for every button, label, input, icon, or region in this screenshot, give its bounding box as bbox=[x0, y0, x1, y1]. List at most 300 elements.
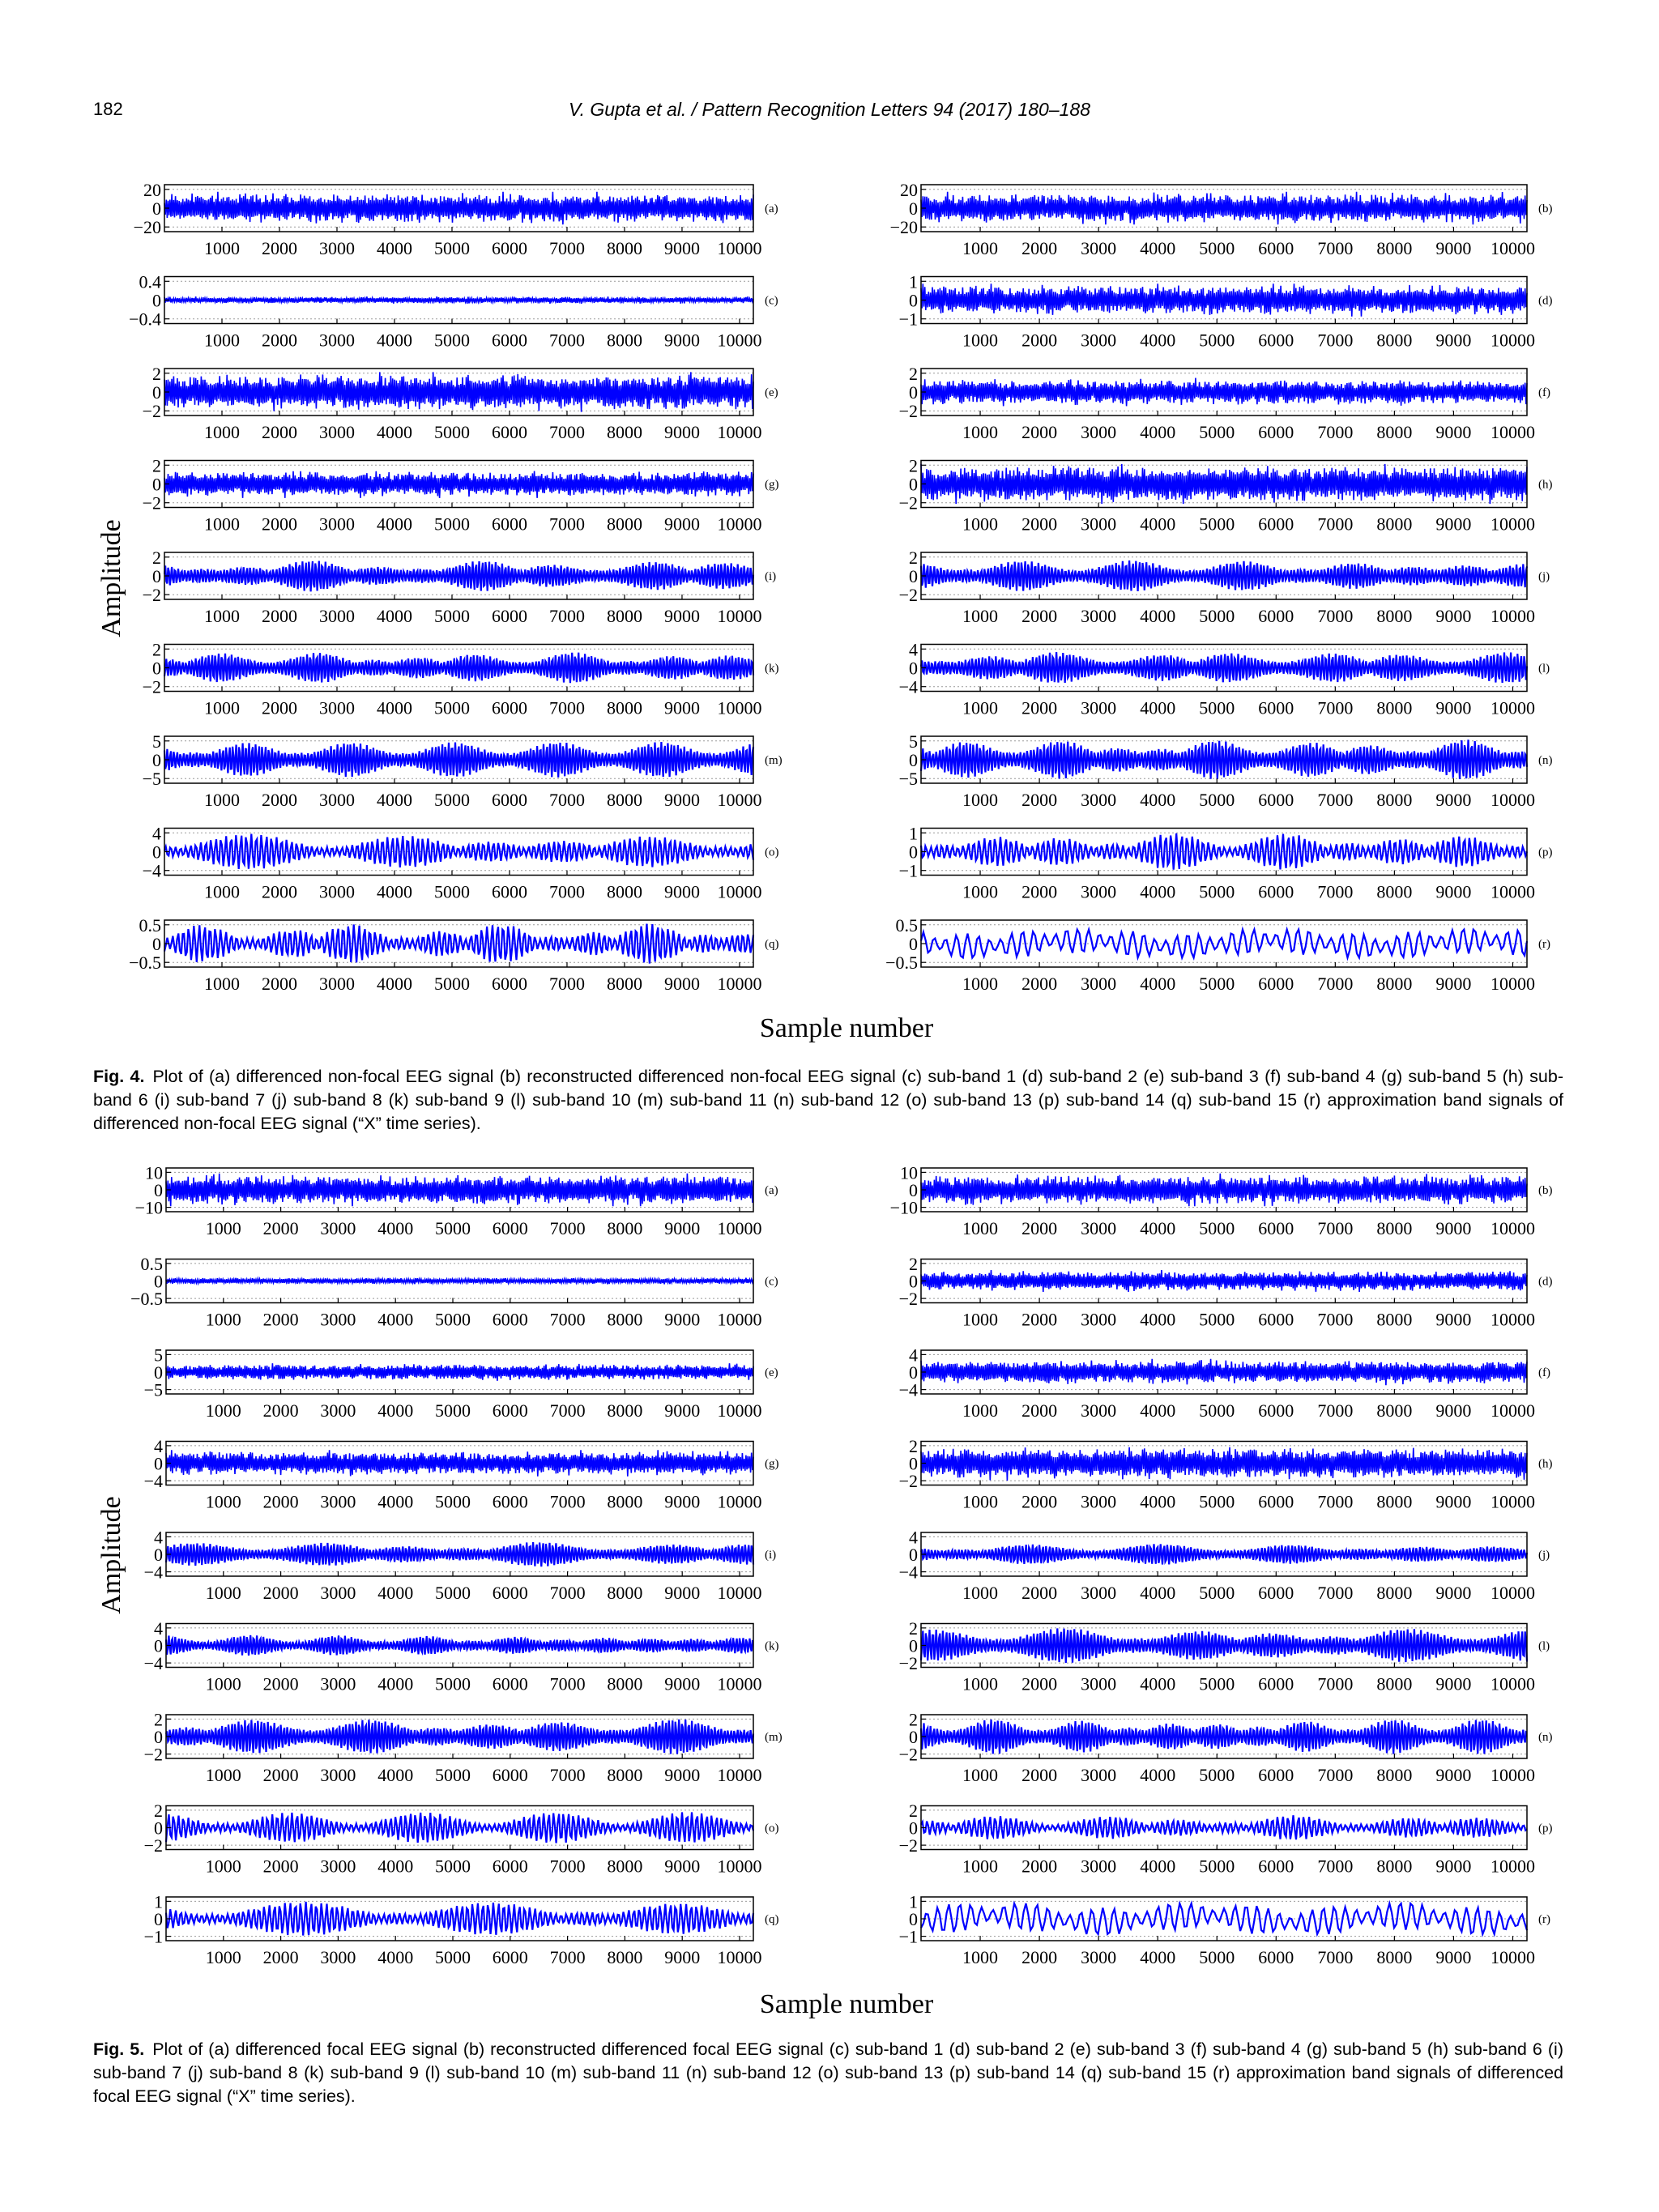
y-tick-label: −4 bbox=[143, 1562, 163, 1583]
x-tick-label: 3000 bbox=[1081, 1218, 1117, 1238]
panel-b bbox=[890, 180, 1553, 258]
x-tick-label: 2000 bbox=[261, 422, 297, 442]
y-tick-label: −4 bbox=[898, 676, 918, 697]
y-tick-label: 5 bbox=[154, 1345, 163, 1366]
panel-label: (o) bbox=[765, 1822, 779, 1835]
x-tick-label: 8000 bbox=[607, 1400, 643, 1421]
figure-4-caption bbox=[93, 1065, 1563, 1136]
y-tick-label: 0 bbox=[909, 842, 918, 863]
x-tick-label: 2000 bbox=[1021, 514, 1058, 535]
panel-label: (l) bbox=[1538, 1639, 1550, 1653]
x-tick-label: 3000 bbox=[1081, 790, 1117, 810]
x-tick-label: 1000 bbox=[203, 697, 240, 718]
x-tick-label: 5000 bbox=[1199, 422, 1235, 442]
y-tick-label: 0 bbox=[154, 1453, 163, 1474]
x-tick-label: 2000 bbox=[262, 1583, 299, 1603]
x-tick-label: 7000 bbox=[549, 1400, 586, 1421]
signal-trace bbox=[164, 653, 753, 684]
x-tick-label: 9000 bbox=[664, 1491, 701, 1512]
x-tick-label: 1000 bbox=[962, 1218, 999, 1238]
y-tick-label: 2 bbox=[152, 639, 161, 660]
panel-label: (a) bbox=[765, 202, 778, 215]
x-tick-label: 3000 bbox=[318, 881, 355, 902]
x-tick-label: 4000 bbox=[1140, 330, 1176, 351]
y-tick-label: 2 bbox=[154, 1800, 163, 1821]
y-tick-label: 2 bbox=[909, 1435, 918, 1456]
y-tick-label: 2 bbox=[154, 1709, 163, 1730]
x-tick-label: 4000 bbox=[377, 1765, 414, 1785]
x-tick-label: 10000 bbox=[1490, 1400, 1535, 1421]
y-tick-label: −0.4 bbox=[129, 309, 161, 330]
y-tick-label: 0 bbox=[152, 290, 161, 311]
x-tick-label: 3000 bbox=[318, 238, 355, 258]
x-tick-label: 8000 bbox=[1376, 1491, 1413, 1512]
x-tick-label: 4000 bbox=[377, 1856, 414, 1877]
x-tick-label: 5000 bbox=[1199, 1673, 1235, 1694]
y-tick-label: −4 bbox=[142, 860, 161, 881]
panel-l bbox=[899, 1618, 1550, 1694]
x-tick-label: 4000 bbox=[1140, 1765, 1176, 1785]
x-tick-label: 3000 bbox=[320, 1218, 356, 1238]
x-tick-label: 3000 bbox=[320, 1583, 356, 1603]
panel-q bbox=[144, 1891, 779, 1967]
signal-trace bbox=[166, 1363, 753, 1381]
x-tick-label: 5000 bbox=[435, 1673, 471, 1694]
x-tick-label: 7000 bbox=[1317, 1309, 1354, 1330]
y-tick-label: 0.5 bbox=[895, 914, 918, 936]
x-tick-label: 9000 bbox=[664, 1309, 701, 1330]
signal-trace bbox=[921, 1447, 1527, 1481]
y-tick-label: −5 bbox=[142, 769, 161, 790]
panel-j bbox=[899, 548, 1550, 626]
x-tick-label: 5000 bbox=[1199, 514, 1235, 535]
y-tick-label: 0 bbox=[152, 750, 161, 770]
x-tick-label: 8000 bbox=[1376, 422, 1413, 442]
x-tick-label: 9000 bbox=[663, 974, 700, 994]
x-tick-label: 9000 bbox=[663, 330, 700, 351]
x-tick-label: 6000 bbox=[492, 1673, 528, 1694]
y-tick-label: −2 bbox=[898, 1653, 918, 1674]
signal-trace bbox=[921, 652, 1527, 683]
y-tick-label: 2 bbox=[909, 1253, 918, 1274]
y-tick-label: 0 bbox=[152, 658, 161, 679]
x-tick-label: 10000 bbox=[1490, 606, 1535, 626]
x-tick-label: 1000 bbox=[962, 1400, 999, 1421]
x-tick-label: 4000 bbox=[1140, 1400, 1176, 1421]
y-tick-label: −5 bbox=[143, 1379, 163, 1400]
x-tick-label: 1000 bbox=[962, 1583, 999, 1603]
x-tick-label: 10000 bbox=[717, 1218, 762, 1238]
y-tick-label: 0 bbox=[154, 1818, 163, 1839]
signal-trace bbox=[921, 378, 1527, 407]
x-tick-label: 9000 bbox=[1435, 1583, 1472, 1603]
y-tick-label: 10 bbox=[900, 1162, 918, 1183]
x-tick-label: 10000 bbox=[1490, 238, 1535, 258]
x-tick-label: 2000 bbox=[1021, 974, 1058, 994]
x-tick-label: 8000 bbox=[606, 881, 642, 902]
panel-label: (k) bbox=[765, 1639, 779, 1653]
panel-k bbox=[144, 1618, 779, 1694]
signal-trace bbox=[921, 283, 1527, 316]
x-tick-label: 3000 bbox=[318, 330, 355, 351]
y-tick-label: −2 bbox=[143, 1835, 163, 1856]
x-tick-label: 4000 bbox=[1140, 1218, 1176, 1238]
panel-c bbox=[129, 271, 778, 350]
panel-label: (q) bbox=[765, 1913, 779, 1926]
x-tick-label: 7000 bbox=[1317, 974, 1354, 994]
x-tick-label: 2000 bbox=[262, 1491, 299, 1512]
y-tick-label: −2 bbox=[898, 1835, 918, 1856]
x-tick-label: 7000 bbox=[549, 1491, 586, 1512]
panel-label: (j) bbox=[1538, 1549, 1550, 1562]
panel-label: (f) bbox=[1538, 386, 1550, 399]
y-tick-label: −4 bbox=[143, 1471, 163, 1492]
x-tick-label: 1000 bbox=[203, 238, 240, 258]
x-tick-label: 6000 bbox=[1258, 514, 1294, 535]
y-tick-label: 0 bbox=[909, 1362, 918, 1383]
y-tick-label: 2 bbox=[909, 1617, 918, 1639]
x-tick-label: 9000 bbox=[1435, 697, 1472, 718]
x-tick-label: 2000 bbox=[262, 1856, 299, 1877]
x-tick-label: 6000 bbox=[492, 1856, 528, 1877]
panel-o bbox=[143, 823, 779, 901]
x-tick-label: 5000 bbox=[1199, 1947, 1235, 1967]
x-tick-label: 6000 bbox=[1258, 1309, 1294, 1330]
x-tick-label: 2000 bbox=[262, 1765, 299, 1785]
x-tick-label: 10000 bbox=[717, 790, 762, 810]
x-tick-label: 9000 bbox=[664, 1947, 701, 1967]
x-tick-label: 1000 bbox=[962, 238, 999, 258]
x-tick-label: 7000 bbox=[1317, 1491, 1354, 1512]
y-tick-label: 5 bbox=[909, 731, 918, 752]
y-tick-label: −4 bbox=[143, 1653, 163, 1674]
x-tick-label: 6000 bbox=[491, 790, 527, 810]
x-tick-label: 1000 bbox=[203, 330, 240, 351]
x-tick-label: 1000 bbox=[962, 1856, 999, 1877]
x-tick-label: 4000 bbox=[1140, 790, 1176, 810]
x-tick-label: 8000 bbox=[1376, 974, 1413, 994]
signal-trace bbox=[164, 296, 753, 304]
panel-label: (e) bbox=[765, 386, 778, 399]
x-tick-label: 5000 bbox=[435, 1309, 471, 1330]
y-tick-label: −10 bbox=[889, 1197, 918, 1218]
y-tick-label: 0 bbox=[909, 1271, 918, 1292]
x-tick-label: 2000 bbox=[262, 1309, 299, 1330]
panel-label: (m) bbox=[765, 1731, 783, 1744]
figure-4 bbox=[0, 0, 1659, 1061]
y-tick-label: 0 bbox=[909, 1909, 918, 1929]
x-tick-label: 5000 bbox=[433, 606, 470, 626]
x-tick-label: 4000 bbox=[1140, 422, 1176, 442]
x-tick-label: 8000 bbox=[1376, 790, 1413, 810]
x-tick-label: 8000 bbox=[1376, 1400, 1413, 1421]
y-tick-label: 0.4 bbox=[139, 271, 161, 292]
x-tick-label: 2000 bbox=[262, 1400, 299, 1421]
x-tick-label: 9000 bbox=[664, 1218, 701, 1238]
x-tick-label: 6000 bbox=[1258, 974, 1294, 994]
x-tick-label: 10000 bbox=[717, 1765, 762, 1785]
x-tick-label: 3000 bbox=[1081, 238, 1117, 258]
x-tick-label: 3000 bbox=[1081, 697, 1117, 718]
x-tick-label: 1000 bbox=[205, 1856, 241, 1877]
panel-label: (r) bbox=[1538, 1913, 1550, 1926]
x-tick-label: 6000 bbox=[491, 697, 527, 718]
y-tick-label: 4 bbox=[909, 1345, 918, 1366]
y-axis-label: Amplitude bbox=[96, 519, 126, 637]
panel-q bbox=[129, 915, 778, 994]
y-tick-label: 0 bbox=[909, 934, 918, 954]
x-tick-label: 5000 bbox=[433, 422, 470, 442]
x-tick-label: 5000 bbox=[1199, 238, 1235, 258]
x-tick-label: 3000 bbox=[318, 790, 355, 810]
x-tick-label: 10000 bbox=[1490, 1856, 1535, 1877]
x-tick-label: 9000 bbox=[1435, 1218, 1472, 1238]
x-tick-label: 7000 bbox=[1317, 1856, 1354, 1877]
signal-trace bbox=[921, 1359, 1527, 1385]
x-tick-label: 6000 bbox=[491, 422, 527, 442]
y-tick-label: −2 bbox=[898, 401, 918, 422]
x-tick-label: 7000 bbox=[1317, 790, 1354, 810]
x-tick-label: 4000 bbox=[1140, 881, 1176, 902]
x-tick-label: 8000 bbox=[1376, 1218, 1413, 1238]
x-tick-label: 3000 bbox=[1081, 881, 1117, 902]
x-tick-label: 6000 bbox=[492, 1491, 528, 1512]
x-tick-label: 1000 bbox=[203, 881, 240, 902]
y-tick-label: 1 bbox=[909, 823, 918, 844]
x-tick-label: 8000 bbox=[607, 1583, 643, 1603]
y-tick-label: 0 bbox=[154, 1635, 163, 1656]
y-tick-label: 0 bbox=[154, 1180, 163, 1200]
y-tick-label: 0 bbox=[154, 1909, 163, 1929]
x-tick-label: 8000 bbox=[607, 1765, 643, 1785]
x-tick-label: 4000 bbox=[1140, 1947, 1176, 1967]
figure-5-caption bbox=[93, 2038, 1563, 2108]
x-tick-label: 7000 bbox=[548, 606, 585, 626]
x-tick-label: 5000 bbox=[1199, 606, 1235, 626]
x-tick-label: 9000 bbox=[1435, 514, 1472, 535]
y-tick-label: 0 bbox=[154, 1727, 163, 1747]
x-tick-label: 3000 bbox=[318, 974, 355, 994]
x-tick-label: 9000 bbox=[664, 1400, 701, 1421]
x-tick-label: 10000 bbox=[717, 974, 762, 994]
x-tick-label: 7000 bbox=[1317, 881, 1354, 902]
x-tick-label: 2000 bbox=[1021, 330, 1058, 351]
panel-p bbox=[899, 1801, 1553, 1877]
x-tick-label: 4000 bbox=[376, 974, 412, 994]
x-tick-label: 6000 bbox=[492, 1400, 528, 1421]
x-axis-label: Sample number bbox=[759, 1989, 934, 2019]
x-tick-label: 10000 bbox=[1490, 1765, 1535, 1785]
x-tick-label: 3000 bbox=[318, 697, 355, 718]
panel-m bbox=[143, 731, 783, 810]
x-tick-label: 10000 bbox=[1490, 422, 1535, 442]
x-tick-label: 1000 bbox=[205, 1491, 241, 1512]
x-tick-label: 5000 bbox=[435, 1947, 471, 1967]
x-tick-label: 2000 bbox=[261, 330, 297, 351]
x-tick-label: 8000 bbox=[1376, 1856, 1413, 1877]
x-tick-label: 6000 bbox=[1258, 1218, 1294, 1238]
x-tick-label: 5000 bbox=[433, 790, 470, 810]
x-tick-label: 9000 bbox=[663, 881, 700, 902]
x-tick-label: 10000 bbox=[1490, 1309, 1535, 1330]
signal-trace bbox=[166, 1813, 753, 1843]
x-tick-label: 4000 bbox=[1140, 514, 1176, 535]
x-tick-label: 6000 bbox=[491, 881, 527, 902]
x-tick-label: 6000 bbox=[491, 514, 527, 535]
x-tick-label: 1000 bbox=[203, 974, 240, 994]
y-tick-label: 0 bbox=[909, 198, 918, 219]
x-tick-label: 10000 bbox=[717, 238, 762, 258]
x-tick-label: 6000 bbox=[1258, 606, 1294, 626]
y-tick-label: 0 bbox=[909, 1545, 918, 1565]
x-tick-label: 4000 bbox=[1140, 697, 1176, 718]
x-tick-label: 2000 bbox=[1021, 1765, 1058, 1785]
x-tick-label: 4000 bbox=[377, 1583, 414, 1603]
x-tick-label: 7000 bbox=[549, 1947, 586, 1967]
x-tick-label: 4000 bbox=[376, 330, 412, 351]
y-tick-label: −5 bbox=[898, 769, 918, 790]
x-tick-label: 7000 bbox=[549, 1856, 586, 1877]
x-tick-label: 2000 bbox=[261, 881, 297, 902]
x-tick-label: 9000 bbox=[663, 514, 700, 535]
signal-trace bbox=[921, 464, 1527, 504]
x-tick-label: 9000 bbox=[664, 1856, 701, 1877]
x-tick-label: 6000 bbox=[1258, 1765, 1294, 1785]
x-tick-label: 5000 bbox=[1199, 881, 1235, 902]
signal-trace bbox=[166, 1278, 753, 1285]
y-tick-label: 1 bbox=[909, 1891, 918, 1912]
x-tick-label: 3000 bbox=[320, 1309, 356, 1330]
x-tick-label: 7000 bbox=[1317, 1400, 1354, 1421]
x-axis-label: Sample number bbox=[759, 1013, 934, 1043]
x-tick-label: 6000 bbox=[492, 1765, 528, 1785]
x-tick-label: 9000 bbox=[1435, 881, 1472, 902]
panel-label: (d) bbox=[1538, 294, 1553, 308]
signal-trace bbox=[921, 833, 1527, 870]
panel-m bbox=[144, 1709, 783, 1785]
x-tick-label: 1000 bbox=[962, 697, 999, 718]
x-tick-label: 3000 bbox=[1081, 1856, 1117, 1877]
x-tick-label: 6000 bbox=[492, 1218, 528, 1238]
y-tick-label: 1 bbox=[154, 1891, 163, 1912]
panel-label: (q) bbox=[765, 938, 779, 951]
x-tick-label: 3000 bbox=[320, 1856, 356, 1877]
x-tick-label: 5000 bbox=[435, 1765, 471, 1785]
y-tick-label: 4 bbox=[909, 1527, 918, 1548]
x-tick-label: 2000 bbox=[1021, 697, 1058, 718]
y-tick-label: 20 bbox=[143, 179, 161, 200]
x-tick-label: 10000 bbox=[717, 606, 762, 626]
x-tick-label: 10000 bbox=[717, 1309, 762, 1330]
y-tick-label: 0 bbox=[909, 1635, 918, 1656]
x-tick-label: 5000 bbox=[1199, 330, 1235, 351]
x-tick-label: 1000 bbox=[203, 514, 240, 535]
x-tick-label: 6000 bbox=[491, 974, 527, 994]
x-tick-label: 7000 bbox=[1317, 1583, 1354, 1603]
panel-a bbox=[134, 180, 778, 258]
x-tick-label: 7000 bbox=[549, 1765, 586, 1785]
x-tick-label: 4000 bbox=[377, 1400, 414, 1421]
x-tick-label: 1000 bbox=[962, 1947, 999, 1967]
x-tick-label: 5000 bbox=[433, 974, 470, 994]
x-tick-label: 8000 bbox=[607, 1491, 643, 1512]
x-tick-label: 5000 bbox=[1199, 1400, 1235, 1421]
y-tick-label: 5 bbox=[152, 731, 161, 752]
x-tick-label: 10000 bbox=[1490, 330, 1535, 351]
x-tick-label: 5000 bbox=[435, 1400, 471, 1421]
x-tick-label: 10000 bbox=[717, 881, 762, 902]
x-tick-label: 5000 bbox=[433, 238, 470, 258]
panel-label: (c) bbox=[765, 294, 778, 308]
page-number: 182 bbox=[93, 99, 123, 119]
x-tick-label: 2000 bbox=[1021, 790, 1058, 810]
x-tick-label: 7000 bbox=[548, 697, 585, 718]
x-tick-label: 8000 bbox=[606, 330, 642, 351]
panel-n bbox=[899, 1709, 1553, 1785]
signal-trace bbox=[921, 192, 1527, 224]
x-tick-label: 6000 bbox=[492, 1309, 528, 1330]
x-tick-label: 9000 bbox=[1435, 974, 1472, 994]
x-tick-label: 4000 bbox=[376, 790, 412, 810]
x-tick-label: 8000 bbox=[1376, 606, 1413, 626]
panel-i bbox=[143, 548, 777, 626]
panel-label: (i) bbox=[765, 570, 777, 583]
panel-r bbox=[899, 1891, 1550, 1967]
signal-trace bbox=[921, 1903, 1527, 1934]
signal-trace bbox=[166, 1450, 753, 1476]
y-tick-label: 0 bbox=[154, 1362, 163, 1383]
x-tick-label: 8000 bbox=[607, 1309, 643, 1330]
panel-c bbox=[130, 1254, 778, 1330]
panel-p bbox=[899, 823, 1553, 901]
y-tick-label: 2 bbox=[152, 363, 161, 384]
x-tick-label: 2000 bbox=[261, 514, 297, 535]
x-tick-label: 6000 bbox=[1258, 238, 1294, 258]
x-tick-label: 8000 bbox=[1376, 881, 1413, 902]
x-tick-label: 9000 bbox=[663, 697, 700, 718]
x-tick-label: 10000 bbox=[1490, 1947, 1535, 1967]
x-tick-label: 5000 bbox=[1199, 1491, 1235, 1512]
x-tick-label: 7000 bbox=[548, 790, 585, 810]
y-tick-label: 0 bbox=[909, 750, 918, 770]
y-tick-label: −0.5 bbox=[885, 953, 918, 974]
y-tick-label: 2 bbox=[152, 547, 161, 568]
x-tick-label: 8000 bbox=[1376, 697, 1413, 718]
y-tick-label: 0 bbox=[909, 474, 918, 495]
y-tick-label: 10 bbox=[145, 1162, 163, 1183]
panel-g bbox=[144, 1436, 779, 1512]
x-tick-label: 8000 bbox=[1376, 238, 1413, 258]
x-tick-label: 5000 bbox=[1199, 1583, 1235, 1603]
x-tick-label: 7000 bbox=[1317, 1218, 1354, 1238]
y-tick-label: 4 bbox=[152, 823, 161, 844]
y-tick-label: −0.5 bbox=[130, 1289, 163, 1310]
signal-trace bbox=[164, 924, 753, 964]
x-tick-label: 9000 bbox=[1435, 790, 1472, 810]
y-tick-label: −2 bbox=[898, 585, 918, 606]
x-tick-label: 1000 bbox=[205, 1583, 241, 1603]
y-tick-label: 2 bbox=[909, 455, 918, 476]
x-tick-label: 5000 bbox=[1199, 1765, 1235, 1785]
x-tick-label: 3000 bbox=[1081, 1673, 1117, 1694]
panel-label: (i) bbox=[765, 1549, 777, 1562]
x-tick-label: 5000 bbox=[1199, 1309, 1235, 1330]
y-tick-label: 2 bbox=[909, 1800, 918, 1821]
y-tick-label: 2 bbox=[909, 547, 918, 568]
x-tick-label: 1000 bbox=[962, 422, 999, 442]
x-tick-label: 2000 bbox=[1021, 422, 1058, 442]
x-tick-label: 1000 bbox=[962, 330, 999, 351]
